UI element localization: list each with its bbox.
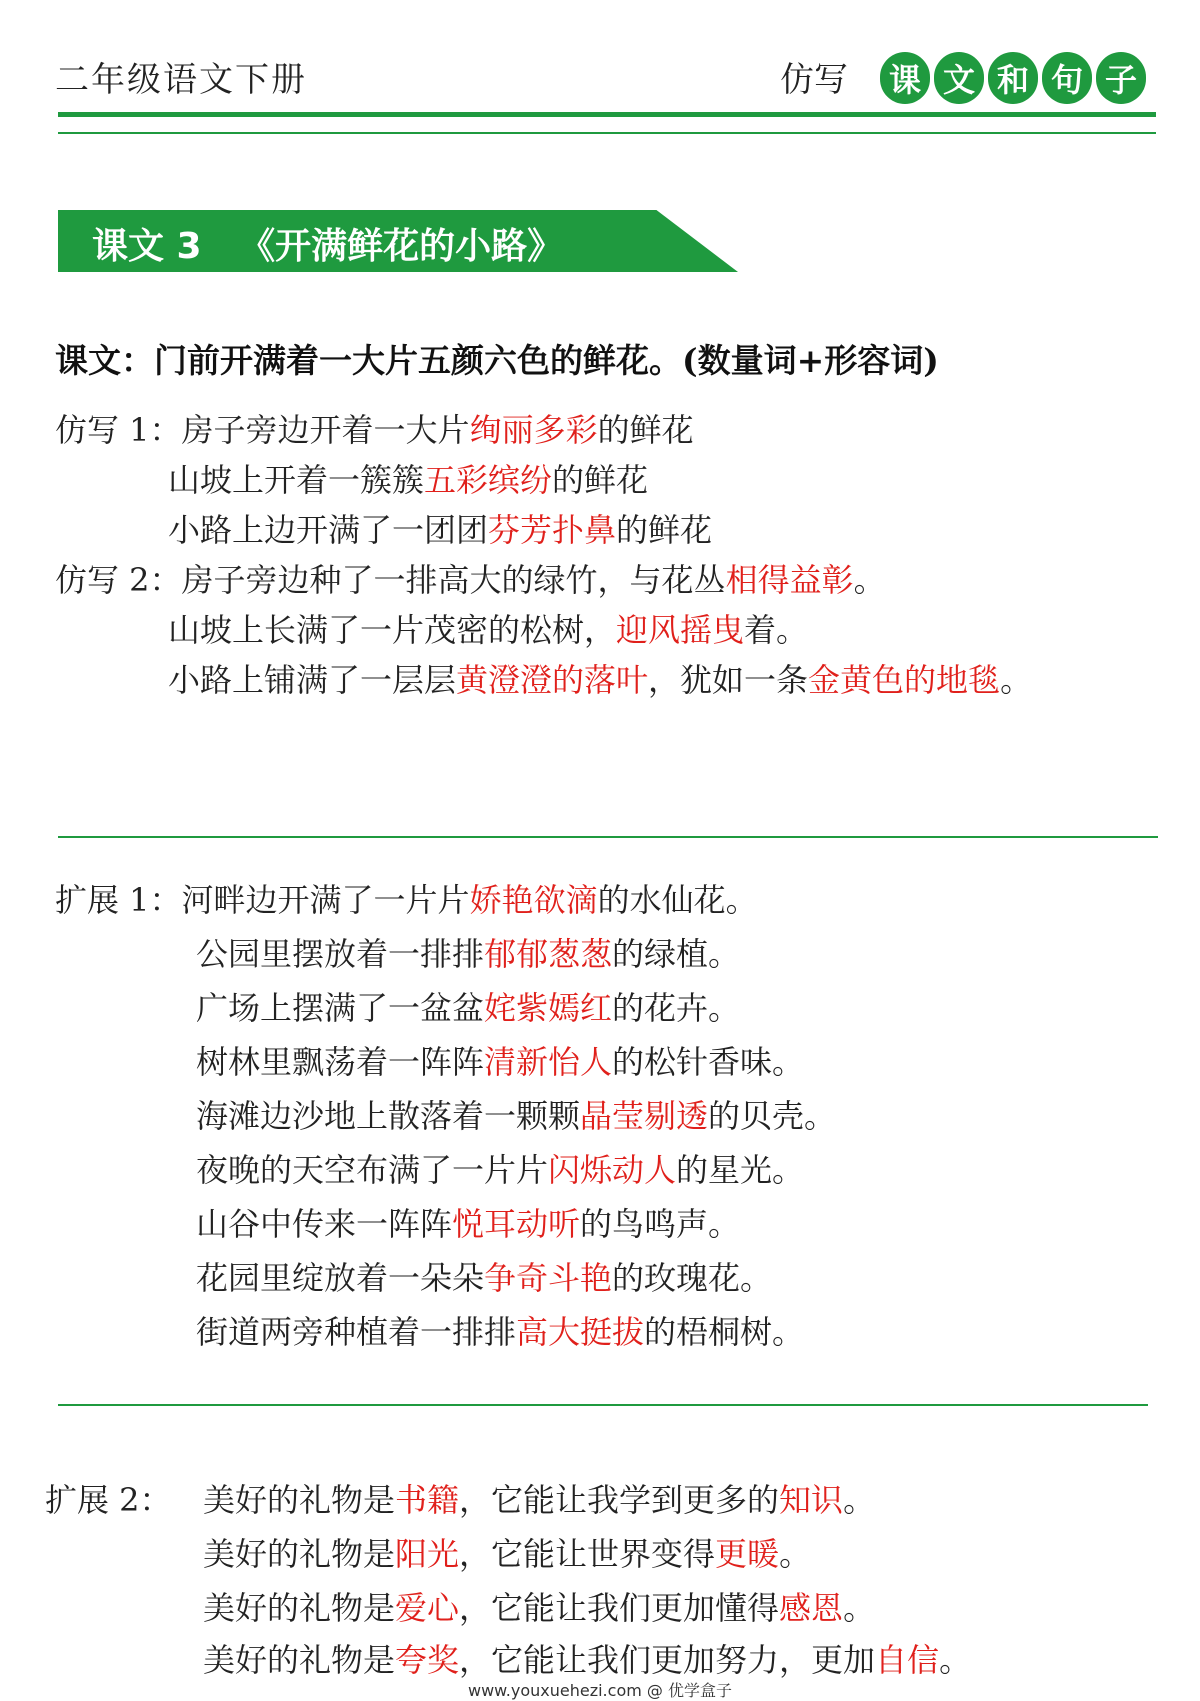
highlight-text: 五彩缤纷 [424, 461, 553, 499]
line-text: ，它能让我们更加懂得 [459, 1589, 780, 1627]
highlight-text: 晶莹剔透 [580, 1097, 709, 1135]
highlight-text: 清新怡人 [484, 1043, 613, 1081]
line-text: 的鲜花 [616, 511, 713, 549]
highlight-text: 姹紫嫣红 [484, 989, 613, 1027]
highlight-text: 高大挺拔 [516, 1313, 645, 1351]
line-text: 的鲜花 [552, 461, 649, 499]
line-text: 山坡上开着一簇簇 [168, 461, 425, 499]
kuozhan1-prefix: 扩展 1： [55, 881, 182, 919]
highlight-text: 迎风摇曳 [616, 611, 745, 649]
highlight-text: 悦耳动听 [452, 1205, 581, 1243]
line-text: 。 [853, 561, 886, 599]
kuozhan1-line [196, 988, 740, 1028]
line-text: 广场上摆满了一盆盆 [196, 989, 485, 1027]
highlight-text: 绚丽多彩 [469, 411, 598, 449]
kuozhan1-line [196, 1204, 740, 1244]
header-pills [880, 52, 1150, 104]
line-text: 的梧桐树。 [644, 1313, 805, 1351]
line-text: 的玫瑰花。 [612, 1259, 773, 1297]
line-text: 树林里飘荡着一阵阵 [196, 1043, 485, 1081]
line-text: 海滩边沙地上散落着一颗颗 [196, 1097, 581, 1135]
line-text: 小路上铺满了一层层 [168, 661, 457, 699]
highlight-text: 知识 [779, 1481, 844, 1519]
line-text: 房子旁边开着一大片 [181, 411, 470, 449]
line-text: 。 [939, 1641, 972, 1679]
kuozhan1-line [196, 1258, 772, 1298]
kewen-sentence: 课文：门前开满着一大片五颜六色的鲜花。(数量词+形容词) [55, 341, 939, 380]
highlight-text: 自信 [875, 1641, 940, 1679]
fangxie-line [168, 610, 808, 650]
fangxie-line [55, 410, 694, 450]
fangxie-line [168, 460, 648, 500]
line-text: 美好的礼物是 [203, 1481, 396, 1519]
line-text: 的花卉。 [612, 989, 741, 1027]
line-text: 山谷中传来一阵阵 [196, 1205, 453, 1243]
highlight-text: 闪烁动人 [548, 1151, 677, 1189]
fangxie-prefix: 仿写 1： [55, 411, 182, 449]
highlight-text: 爱心 [395, 1589, 460, 1627]
line-text: 美好的礼物是 [203, 1535, 396, 1573]
line-text: ，它能让我们更加努力，更加 [459, 1641, 876, 1679]
highlight-text: 感恩 [779, 1589, 844, 1627]
fangxie-line [168, 660, 1032, 700]
line-text: 河畔边开满了一片片 [181, 881, 470, 919]
kuozhan1-line [55, 880, 758, 920]
fangxie-line [55, 560, 886, 600]
header-pill: 和 [988, 52, 1038, 104]
line-text: 小路上边开满了一团团 [168, 511, 489, 549]
kuozhan2-line [203, 1588, 875, 1628]
line-text: 街道两旁种植着一排排 [196, 1313, 517, 1351]
line-text: 。 [779, 1535, 812, 1573]
header-pill: 句 [1042, 52, 1092, 104]
highlight-text: 黄澄澄的落叶 [456, 661, 649, 699]
header-title: 二年级语文下册 [55, 60, 307, 100]
section-divider [58, 836, 1158, 838]
line-text: 山坡上长满了一片茂密的松树， [168, 611, 617, 649]
line-text: 的星光。 [676, 1151, 805, 1189]
highlight-text: 相得益彰 [725, 561, 854, 599]
line-text: ，它能让我学到更多的 [459, 1481, 780, 1519]
highlight-text: 更暖 [715, 1535, 780, 1573]
fangxie-line [168, 510, 712, 550]
section-banner-title: 课文 3 《开满鲜花的小路》 [92, 226, 564, 267]
line-text: ，它能让世界变得 [459, 1535, 716, 1573]
line-text: 的绿植。 [612, 935, 741, 973]
line-text: 的贝壳。 [708, 1097, 837, 1135]
line-text: 花园里绽放着一朵朵 [196, 1259, 485, 1297]
kuozhan1-line [196, 1312, 804, 1352]
highlight-text: 娇艳欲滴 [469, 881, 598, 919]
kuozhan1-line [196, 934, 740, 974]
header-rule [58, 112, 1156, 117]
highlight-text: 夸奖 [395, 1641, 460, 1679]
kuozhan1-line [196, 1150, 804, 1190]
kuozhan2-line [203, 1640, 971, 1680]
line-text: 美好的礼物是 [203, 1589, 396, 1627]
line-text: 。 [843, 1481, 876, 1519]
line-text: 的鸟鸣声。 [580, 1205, 741, 1243]
kuozhan2-prefix: 扩展 2： [45, 1481, 172, 1519]
header-label: 仿写 [780, 60, 848, 100]
line-text: 着。 [744, 611, 809, 649]
line-text: 的松针香味。 [612, 1043, 805, 1081]
highlight-text: 书籍 [395, 1481, 460, 1519]
header-rule-thin [58, 132, 1156, 134]
line-text: 的水仙花。 [597, 881, 758, 919]
line-text: 房子旁边种了一排高大的绿竹，与花丛 [181, 561, 726, 599]
header-pill: 子 [1096, 52, 1146, 104]
highlight-text: 争奇斗艳 [484, 1259, 613, 1297]
line-text: 夜晚的天空布满了一片片 [196, 1151, 549, 1189]
highlight-text: 郁郁葱葱 [484, 935, 613, 973]
header-pill: 文 [934, 52, 984, 104]
line-text: ，犹如一条 [648, 661, 809, 699]
kuozhan1-line [196, 1096, 836, 1136]
fangxie-prefix: 仿写 2： [55, 561, 182, 599]
footer-watermark: www.youxuehezi.com @ 优学盒子 [468, 1681, 732, 1700]
line-text: 的鲜花 [597, 411, 694, 449]
highlight-text: 金黄色的地毯 [808, 661, 1001, 699]
highlight-text: 阳光 [395, 1535, 460, 1573]
highlight-text: 芬芳扑鼻 [488, 511, 617, 549]
section-divider [58, 1404, 1148, 1406]
kuozhan2-line [45, 1480, 875, 1520]
header-pill: 课 [880, 52, 930, 104]
line-text: 美好的礼物是 [203, 1641, 396, 1679]
kuozhan2-line [203, 1534, 811, 1574]
kuozhan1-line [196, 1042, 804, 1082]
line-text: 。 [843, 1589, 876, 1627]
line-text: 。 [1000, 661, 1033, 699]
line-text: 公园里摆放着一排排 [196, 935, 485, 973]
